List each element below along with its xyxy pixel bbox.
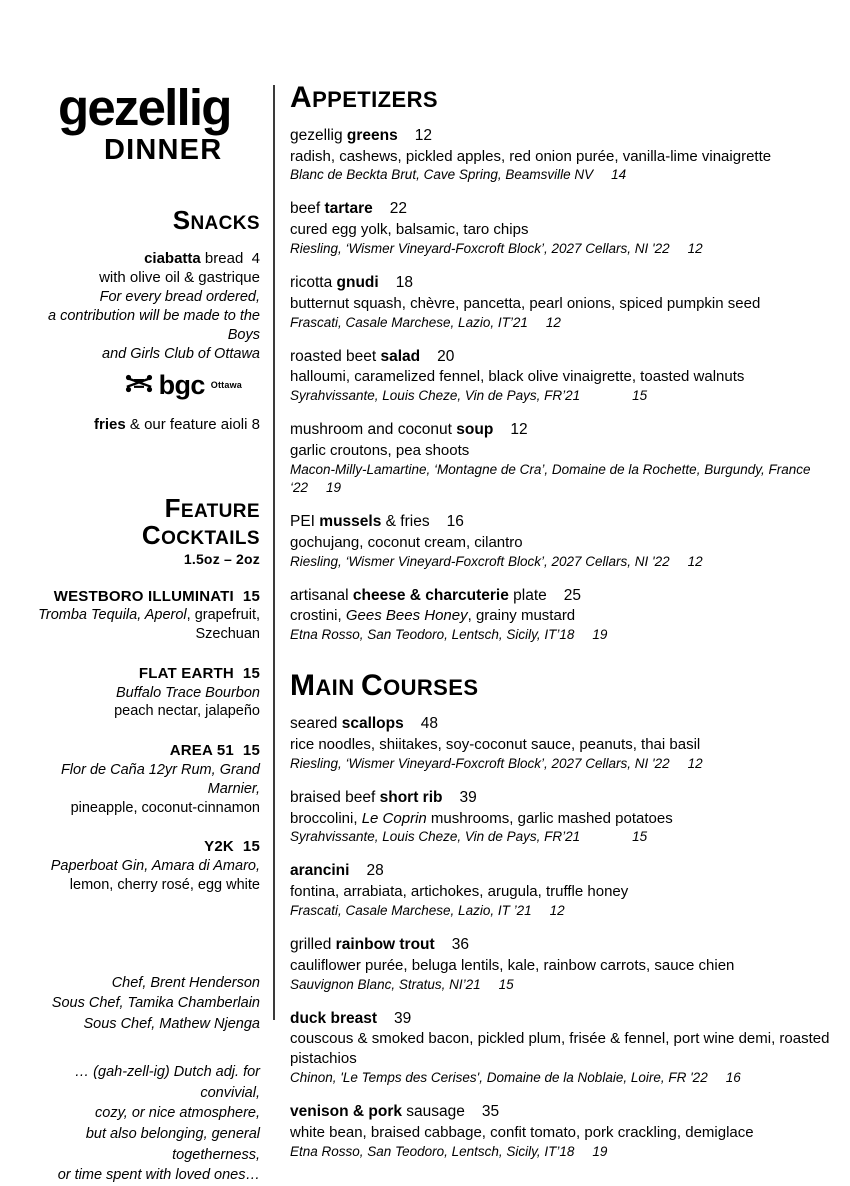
dish-description (290, 606, 830, 626)
dish-desc-pre: rice noodles, shiitakes, soy-coconut sauce, peanuts, thai basil (290, 735, 701, 753)
cocktail-item-westboro-illuminati (20, 587, 260, 644)
cocktail-mixers: , grapefruit, (186, 607, 260, 624)
mains-heading-cap-1: M (290, 669, 316, 703)
dish-wine-pairing (290, 461, 830, 497)
cocktail-name: WESTBORO ILLUMINATI (53, 587, 234, 605)
dish-wine-pairing (290, 902, 830, 920)
brand-subtitle: DINNER (104, 134, 223, 166)
cocktail-description-line-2: peach nectar, jalapeño (114, 703, 260, 720)
pairing-price: 14 (611, 167, 627, 183)
dish-title (290, 935, 830, 956)
dish-roasted-beet-salad (290, 347, 830, 406)
pairing-name: Etna Rosso, San Teodoro, Lentsch, Sicily, IT’18 (290, 627, 575, 643)
dish-title (290, 586, 830, 607)
dish-name-bold: gnudi (336, 274, 379, 292)
dish-wine-pairing (290, 166, 830, 184)
snack-title (20, 249, 260, 269)
dish-name-bold: salad (380, 347, 421, 365)
cocktails-heading-line-2 (20, 522, 260, 550)
cocktail-spirits: Paperboat Gin, Amara di Amaro, (50, 857, 260, 874)
pairing-price: 19 (592, 1143, 608, 1159)
left-column (20, 79, 260, 1186)
definition-line-3: but also belonging, general togetherness, (85, 1126, 260, 1163)
dish-wine-pairing (290, 1069, 830, 1087)
pairing-price: 15 (632, 388, 648, 404)
credit-sous-chef-1: Sous Chef, Tamika Chamberlain (51, 995, 260, 1012)
dish-price: 28 (366, 862, 384, 880)
cocktails-heading-line-1 (164, 492, 260, 523)
dish-name-pre: beef (290, 200, 325, 218)
dish-title (290, 788, 830, 809)
dish-grilled-rainbow-trout (290, 935, 830, 994)
bgc-ottawa-logo (20, 372, 242, 399)
cocktail-name: FLAT EARTH (138, 665, 234, 683)
dish-price: 48 (420, 715, 438, 733)
dish-description (290, 1123, 830, 1143)
cocktail-name-row (20, 664, 260, 684)
dish-name-bold: duck breast (290, 1009, 378, 1027)
dish-wine-pairing (290, 553, 830, 571)
dish-name-pre: grilled (290, 936, 336, 954)
bgc-wordmark: bgc (158, 370, 205, 401)
pairing-price: 12 (687, 553, 703, 569)
cocktail-price: 15 (242, 587, 260, 605)
dish-title (290, 861, 830, 882)
definition-line-2: cozy, or nice atmosphere, (95, 1105, 260, 1122)
cocktails-heading-cap-1: F (164, 492, 181, 523)
dish-wine-pairing (290, 976, 830, 994)
dish-price: 22 (389, 200, 407, 218)
brand-name: gezellig (58, 79, 231, 136)
dish-description (290, 809, 830, 829)
snack-note-line-1: For every bread ordered, (99, 288, 260, 305)
dish-desc-post: mushrooms, garlic mashed potatoes (426, 809, 673, 827)
dish-price: 25 (563, 586, 582, 604)
dish-name-bold: mussels (319, 513, 382, 531)
column-divider (273, 85, 275, 1020)
dish-desc-pre: butternut squash, chèvre, pancetta, pearl onions, spiced pumpkin seed (290, 294, 761, 312)
pairing-price: 15 (632, 829, 648, 845)
cocktail-price: 15 (242, 742, 260, 760)
mains-heading-cap-2: C (361, 669, 384, 703)
dish-arancini (290, 861, 830, 920)
pairing-name: Sauvignon Blanc, Stratus, NI’21 (290, 976, 481, 992)
dish-price: 35 (481, 1103, 500, 1121)
dish-title (290, 273, 830, 294)
dish-description (290, 956, 830, 976)
section-heading-appetizers (290, 82, 830, 114)
pairing-price: 12 (687, 241, 703, 256)
pairing-price: 15 (498, 976, 514, 992)
bgc-figures-icon (124, 374, 154, 398)
dish-name-pre: mushroom and coconut (290, 421, 457, 439)
dish-desc-pre: halloumi, caramelized fennel, black olive vinaigrette, toasted walnuts (290, 368, 745, 386)
pairing-name: Syrahvissante, Louis Cheze, Vin de Pays, FR’21 (290, 829, 581, 845)
dish-desc-pre: gochujang, coconut cream, cilantro (290, 533, 523, 551)
mains-heading-rest-2: OURSES (383, 675, 479, 701)
cocktail-spirits: Buffalo Trace Bourbon (115, 684, 260, 701)
cocktail-spirits: Flor de Caña 12yr Rum, Grand Marnier, (60, 761, 260, 797)
pairing-name: Macon-Milly-Lamartine, ‘Montagne de Cra’, Domaine de la Rochette, Burgundy, France ‘22 (290, 461, 811, 495)
dish-price: 39 (459, 788, 477, 806)
dish-title (290, 512, 830, 533)
snack-name-bold: ciabatta (144, 249, 201, 267)
dish-name-post: plate (508, 586, 547, 604)
dish-description (290, 220, 830, 240)
pairing-name: Riesling, ‘Wismer Vineyard-Foxcroft Block’, 2027 Cellars, NI '22 (290, 241, 670, 256)
dish-description (290, 735, 830, 755)
dish-name-bold: soup (456, 421, 494, 439)
mains-heading-rest-1: AIN (315, 675, 361, 701)
dish-desc-pre: crostini, (290, 607, 346, 625)
cocktail-spirits: Tromba Tequila, Aperol (38, 607, 187, 624)
pairing-name: Frascati, Casale Marchese, Lazio, IT’21 (290, 314, 528, 330)
dish-venison-pork-sausage (290, 1102, 830, 1161)
cocktail-description-line-1 (20, 761, 260, 799)
dish-description (290, 367, 830, 387)
dish-price: 18 (395, 274, 413, 292)
dish-title (290, 1009, 830, 1030)
cocktail-name-row (20, 741, 260, 761)
cocktail-description-line-1 (20, 857, 260, 876)
cocktail-description-line-2: lemon, cherry rosé, egg white (69, 876, 260, 893)
pairing-name: Etna Rosso, San Teodoro, Lentsch, Sicily, IT’18 (290, 1143, 575, 1159)
snack-title (20, 415, 260, 435)
snacks-heading-rest: NACKS (190, 213, 260, 235)
dish-desc-italic: Gees Bees Honey (345, 607, 468, 625)
dish-description (290, 147, 830, 167)
dish-beef-tartare (290, 199, 830, 258)
pairing-name: Chinon, 'Le Temps des Cerises', Domaine de la Noblaie, Loire, FR '22 (290, 1070, 708, 1086)
snack-item-fries (20, 415, 260, 435)
dish-ricotta-gnudi (290, 273, 830, 332)
snack-item-ciabatta (20, 249, 260, 399)
dish-price: 16 (446, 513, 464, 531)
dish-cheese-charcuterie (290, 586, 830, 645)
dish-title (290, 420, 830, 441)
snack-note-line-2: a contribution will be made to the Boys (48, 307, 260, 343)
dish-pei-mussels (290, 512, 830, 571)
dish-title (290, 1102, 830, 1123)
dish-description (290, 294, 830, 314)
dish-wine-pairing (290, 755, 830, 773)
gezellig-definition (20, 1062, 260, 1185)
snack-description: with olive oil & gastrique (99, 269, 260, 287)
snack-name-rest: & our feature aioli (125, 416, 248, 434)
dish-price: 12 (414, 126, 432, 144)
dish-name-pre: artisanal (290, 586, 353, 604)
cocktail-description-line-2: pineapple, coconut-cinnamon (70, 799, 260, 816)
dish-name-post: & fries (381, 513, 430, 531)
dish-desc-pre: fontina, arrabiata, artichokes, arugula, truffle honey (290, 883, 629, 901)
dish-price: 12 (510, 421, 528, 439)
dish-desc-italic: Le Coprin (361, 809, 427, 827)
definition-line-4: or time spent with loved ones… (57, 1167, 260, 1184)
dish-title (290, 126, 830, 147)
dish-desc-pre: cured egg yolk, balsamic, taro chips (290, 221, 529, 239)
right-column (290, 82, 830, 1176)
dish-description (290, 882, 830, 902)
dish-name-bold: rainbow trout (335, 936, 435, 954)
dish-name-pre: ricotta (290, 274, 337, 292)
definition-line-1: … (gah-zell-ig) Dutch adj. for convivial, (74, 1064, 260, 1101)
credit-chef: Chef, Brent Henderson (111, 974, 260, 991)
dish-desc-pre: cauliflower purée, beluga lentils, kale, rainbow carrots, sauce chien (290, 956, 735, 974)
cocktail-description-line-1 (20, 606, 260, 625)
restaurant-logo (58, 79, 260, 166)
dish-description (290, 1029, 830, 1069)
pairing-price: 16 (725, 1070, 741, 1086)
dish-duck-breast (290, 1009, 830, 1087)
section-heading-main-courses (290, 670, 830, 702)
dish-name-pre: braised beef (290, 788, 380, 806)
pairing-price: 12 (687, 755, 703, 771)
appetizers-heading-rest: PPETIZERS (312, 87, 438, 112)
dish-braised-beef-short-rib (290, 788, 830, 847)
cocktails-heading-cap-2: C (141, 520, 162, 551)
pairing-price: 12 (545, 314, 561, 330)
dish-seared-scallops (290, 714, 830, 773)
cocktails-heading-rest-2: OCKTAILS (161, 528, 260, 550)
pairing-price: 12 (549, 903, 565, 918)
cocktail-price: 15 (242, 665, 260, 683)
dish-wine-pairing (290, 314, 830, 332)
dish-title (290, 347, 830, 368)
snack-note-line-3: and Girls Club of Ottawa (102, 345, 260, 362)
cocktail-price: 15 (242, 838, 260, 856)
credit-sous-chef-2: Sous Chef, Mathew Njenga (83, 1015, 260, 1032)
appetizers-heading-cap: A (290, 81, 313, 114)
dish-wine-pairing (290, 240, 830, 258)
snack-price: 4 (251, 249, 260, 267)
snack-name-bold: fries (94, 416, 126, 434)
pairing-price: 19 (326, 480, 342, 495)
dish-name-bold: short rib (379, 788, 443, 806)
dish-name-bold: arancini (290, 862, 350, 880)
dish-wine-pairing (290, 1143, 830, 1161)
section-heading-feature-cocktails (20, 492, 260, 551)
dish-name-post: sausage (401, 1103, 465, 1121)
dish-description (290, 441, 830, 461)
pairing-name: Riesling, ‘Wismer Vineyard-Foxcroft Block’, 2027 Cellars, NI '22 (290, 755, 670, 771)
dish-name-bold: cheese & charcuterie (352, 586, 509, 604)
dish-name-bold: greens (346, 126, 398, 144)
cocktail-name-row (20, 587, 260, 607)
dish-name-pre: roasted beet (290, 347, 381, 365)
cocktail-item-y2k (20, 837, 260, 894)
pairing-name: Syrahvissante, Louis Cheze, Vin de Pays, FR’21 (290, 388, 581, 404)
cocktails-heading-rest-1: EATURE (180, 500, 260, 522)
dish-description (290, 533, 830, 553)
pairing-name: Blanc de Beckta Brut, Cave Spring, Beamsville NV (290, 167, 594, 183)
dish-desc-pre: broccolini, (290, 809, 362, 827)
snack-name-rest: bread (200, 249, 244, 267)
dish-desc-pre: couscous & smoked bacon, pickled plum, frisée & fennel, port wine demi, roasted pistachios (290, 1030, 830, 1068)
pairing-name: Riesling, ‘Wismer Vineyard-Foxcroft Block’, 2027 Cellars, NI '22 (290, 553, 670, 569)
dish-price: 36 (451, 936, 469, 954)
snack-price: 8 (251, 416, 260, 434)
dish-name-bold: venison & pork (290, 1103, 402, 1121)
dish-title (290, 199, 830, 220)
cocktail-pour-size: 1.5oz – 2oz (183, 550, 260, 567)
dish-wine-pairing (290, 626, 830, 644)
bgc-city-label: Ottawa (210, 379, 242, 390)
cocktail-description-line-2: Szechuan (195, 626, 260, 643)
dish-name-pre: PEI (290, 513, 320, 531)
pairing-price: 19 (592, 627, 608, 643)
dish-name-pre: seared (290, 715, 342, 733)
dish-desc-post: , grainy mustard (467, 607, 576, 625)
kitchen-credits (20, 973, 260, 1035)
dish-price: 20 (437, 347, 455, 365)
dish-desc-pre: white bean, braised cabbage, confit tomato, pork crackling, demiglace (290, 1123, 754, 1141)
cocktail-item-area-51 (20, 741, 260, 817)
dish-wine-pairing (290, 387, 830, 405)
dish-desc-pre: garlic croutons, pea shoots (290, 442, 470, 460)
cocktail-name-row (20, 837, 260, 857)
dish-wine-pairing (290, 828, 830, 846)
snacks-heading-cap: S (172, 205, 191, 236)
cocktail-item-flat-earth (20, 664, 260, 721)
section-heading-snacks (20, 207, 260, 235)
dish-mushroom-coconut-soup (290, 420, 830, 497)
dish-title (290, 714, 830, 735)
dish-name-pre: gezellig (290, 126, 347, 144)
cocktail-name: Y2K (204, 838, 234, 856)
dish-name-bold: scallops (341, 715, 404, 733)
dish-name-bold: tartare (324, 200, 373, 218)
dish-gezellig-greens (290, 126, 830, 185)
dish-price: 39 (394, 1009, 412, 1027)
dish-desc-pre: radish, cashews, pickled apples, red onion purée, vanilla-lime vinaigrette (290, 147, 772, 165)
cocktail-description-line-1 (20, 684, 260, 703)
cocktail-name: AREA 51 (169, 742, 234, 760)
pairing-name: Frascati, Casale Marchese, Lazio, IT ’21 (290, 903, 532, 918)
